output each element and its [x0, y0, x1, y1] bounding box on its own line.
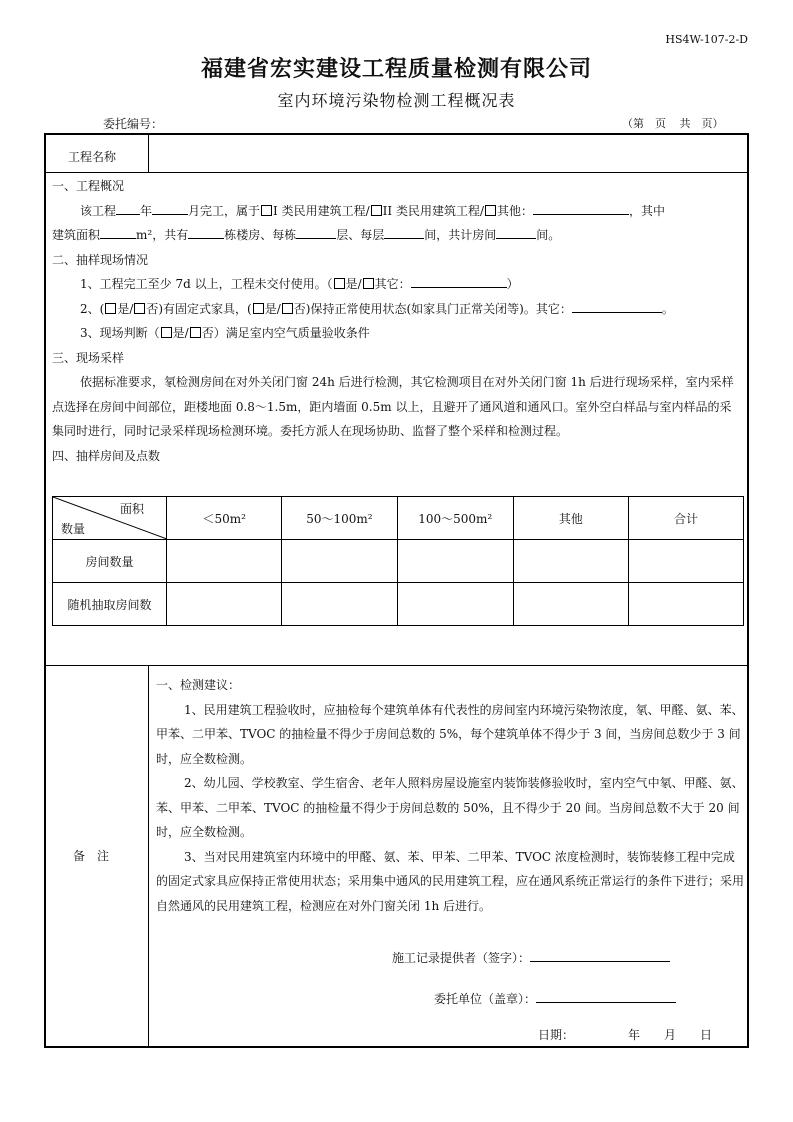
divider	[148, 135, 149, 172]
checkbox[interactable]	[371, 205, 382, 216]
signature-row-client: 委托单位（盖章）：	[434, 990, 676, 1007]
table-cell[interactable]	[397, 583, 513, 626]
checkbox[interactable]	[190, 327, 201, 338]
checkbox[interactable]	[161, 327, 172, 338]
remarks-label: 备注	[72, 849, 121, 863]
date-row: 日期： 年 月 日	[538, 1028, 713, 1042]
other-blank[interactable]	[572, 300, 662, 313]
page-indicator: （第 页 共 页）	[622, 117, 724, 130]
remarks-item: 2、幼儿园、学校教室、学生宿舍、老年人照料房屋设施室内装饰装修验收时，室内空气中氡、甲醛、氨、苯、甲苯、二甲苯、TVOC 的抽检量不得少于房间总数的 50%，且不得少于 20 间。当房间总数不大于 20 间时，应全数检测。	[156, 776, 744, 839]
signature-row-provider: 施工记录提供者（签字）：	[392, 949, 670, 966]
table-cell[interactable]	[282, 540, 397, 583]
table-cell[interactable]	[513, 540, 628, 583]
table-cell[interactable]	[628, 540, 743, 583]
section-heading: 四、抽样房间及点数	[52, 448, 161, 463]
diagonal-header-cell	[53, 497, 166, 539]
table-cell[interactable]	[167, 540, 282, 583]
section-heading: 二、抽样现场情况	[52, 252, 149, 267]
col-header: 100～500m²	[397, 497, 513, 540]
divider	[46, 172, 747, 173]
remarks-item: 1、民用建筑工程验收时，应抽检每个建筑单体有代表性的房间室内环境污染物浓度，氡、甲醛、氨、苯、甲苯、二甲苯、TVOC 的抽检量不得少于房间总数的 5%，每个建筑单体不得少于 3 间，当房间总数少于 3 间时，应全数检测。	[156, 702, 744, 766]
sampling-table	[52, 496, 744, 624]
diag-bottom-label: 数量	[61, 522, 86, 536]
section-heading: 三、现场采样	[52, 350, 125, 365]
client-seal-blank[interactable]	[536, 990, 676, 1003]
table-cell[interactable]	[167, 583, 282, 626]
row-header: 房间数量	[53, 540, 167, 583]
section-project-overview: 一、工程概况 该工程 年 月完工，属于 I 类民用建筑工程/ II 类民用建筑工程/ 其他： ，其中 建筑面积 m²，共有 栋楼房、每栋 层、每层 间，共计房间 间。 二、抽样现场情况 1、工程完工至少 7d 以上，工程未交付使用。（ 是/ 其它： ） 2、( 是/ 否)有固定式家具，( 是/ 否)保持正常使用状态(如家具门正常关闭等)。其它： 。 3、现场判断（ 是/ 否）满足室内空气质量验收条件 三、现场采样 依据标准要求，氡检测房间在对外关闭门窗 24h 后进行检测，其它检测项目在对外关闭门窗 1h 后进行现场采样，室内采样点选择在房间中间部位，距楼地面 0.8～1.5m，距内墙面 0.5m 以上，且避开了通风道和通风口。室外空白样品与室内样品的采集同时进行，同时记录采样现场检测环境。委托方派人在现场协助、监督了整个采样和检测过程。 四、抽样房间及点数	[52, 174, 742, 468]
table-cell[interactable]	[282, 583, 397, 626]
buildings-blank[interactable]	[188, 226, 224, 239]
form-title: 室内环境污染物检测工程概况表	[277, 91, 516, 110]
col-header: ＜50m²	[167, 497, 282, 540]
section-heading: 一、工程概况	[52, 179, 125, 193]
document-code: HS4W-107-2-D	[665, 33, 748, 46]
row-header: 随机抽取房间数	[53, 583, 167, 626]
checkbox[interactable]	[105, 303, 116, 314]
area-blank[interactable]	[100, 226, 136, 239]
year-blank[interactable]	[116, 202, 140, 215]
col-header: 50～100m²	[282, 497, 397, 540]
other-blank[interactable]	[411, 275, 507, 288]
table-cell[interactable]	[628, 583, 743, 626]
other-blank[interactable]	[533, 202, 629, 215]
checkbox[interactable]	[363, 278, 374, 289]
checkbox[interactable]	[253, 303, 264, 314]
provider-signature-blank[interactable]	[530, 949, 670, 962]
project-name-label: 工程名称	[68, 150, 117, 164]
col-header: 合计	[628, 497, 743, 540]
checkbox[interactable]	[485, 205, 496, 216]
table-cell[interactable]	[513, 583, 628, 626]
diag-top-label: 面积	[120, 502, 145, 516]
remarks-content	[156, 673, 744, 918]
checkbox[interactable]	[261, 205, 272, 216]
company-title: 福建省宏实建设工程质量检测有限公司	[200, 56, 592, 82]
checkbox[interactable]	[282, 303, 293, 314]
checkbox[interactable]	[134, 303, 145, 314]
client-number-label: 委托编号：	[103, 117, 164, 131]
remarks-item: 3、当对民用建筑室内环境中的甲醛、氨、苯、甲苯、二甲苯、TVOC 浓度检测时，装饰装修工程中完成的固定式家具应保持正常使用状态；采用集中通风的民用建筑工程，应在通风系统正常运行的条件下进行；采用自然通风的民用建筑工程，检测应在对外门窗关闭 1h 后进行。	[156, 849, 745, 913]
checkbox[interactable]	[334, 278, 345, 289]
month-blank[interactable]	[152, 202, 188, 215]
floors-blank[interactable]	[296, 226, 336, 239]
divider	[148, 665, 149, 1046]
remarks-heading: 一、检测建议：	[156, 678, 241, 692]
rooms-per-floor-blank[interactable]	[384, 226, 424, 239]
table-cell[interactable]	[397, 540, 513, 583]
sampling-description: 依据标准要求，氡检测房间在对外关闭门窗 24h 后进行检测，其它检测项目在对外关闭门窗 1h 后进行现场采样，室内采样点选择在房间中间部位，距楼地面 0.8～1.5m，距内墙面 0.5m 以上，且避开了通风道和通风口。室外空白样品与室内样品的采集同时进行，同时记录采样现场检测环境。委托方派人在现场协助、监督了整个采样和检测过程。	[52, 375, 734, 438]
col-header: 其他	[513, 497, 628, 540]
form-frame	[44, 133, 749, 1048]
divider	[46, 665, 747, 666]
total-rooms-blank[interactable]	[496, 226, 536, 239]
